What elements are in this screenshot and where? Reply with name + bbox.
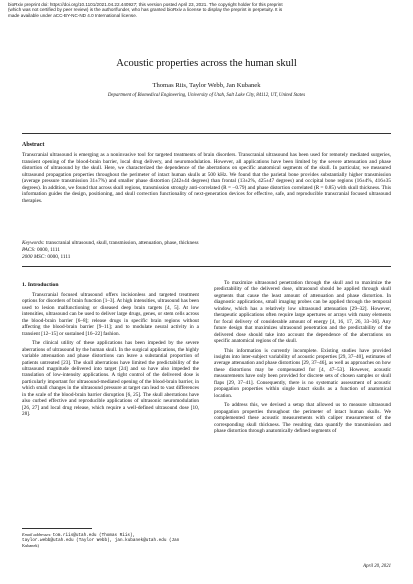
msc-value: 0000, 1111 bbox=[47, 254, 71, 260]
footnote-line-3: Kubanek) bbox=[22, 543, 39, 549]
preprint-banner bbox=[8, 2, 308, 18]
msc-label: 2000 MSC: bbox=[22, 254, 47, 260]
banner-line-3: made available under aCC-BY-NC-ND 4.0 International license. bbox=[8, 12, 138, 18]
abstract-heading: Abstract bbox=[22, 142, 45, 148]
paper-title: Acoustic properties across the human skull bbox=[116, 58, 297, 69]
affiliation: Department of Biomedical Engineering, University of Utah, Salt Lake City, 84112, UT, United States bbox=[107, 93, 306, 98]
msc-line bbox=[22, 254, 391, 260]
author-list: Thomas Riis, Taylor Webb, Jan Kubanek bbox=[152, 82, 261, 89]
banner-line-2: (which was not certified by peer review) is the author/funder, who has granted bioRxiv a license to display the preprint in perpetuity. It is bbox=[8, 7, 283, 13]
footnote-email-2[interactable]: taylor.webb@utah.edu (Taylor Webb), jan.kubanek@utah.edu (Jan bbox=[22, 538, 180, 544]
pacs-line bbox=[22, 247, 391, 253]
paragraph: The clinical utility of these applications has been impeded by the severe aberrations of ultrasound by the human skull. In the surgical applications, the highly variable attenuation and phase distortions can leave a substantial proportion of patients untreated [23]. The skull aberrations have limited the predictability of the ultrasound magnitude delivered into target [24] and so have also impeded the translation of low-intensity applications. A tight control of the delivered dose is particularly important for ultrasound-mediated opening of the blood-brain barrier, in which small changes in the ultrasound pressure at target can lead to vast differences in the scale of the blood-brain barrier disruption [6, 25]. The skull aberrations have also curbed effective and reproducible applications of ultrasonic neuromodulation [26, 27] and local drug release, which require a well-defined ultrasound dose [10, 28]. bbox=[22, 340, 199, 418]
top-rule bbox=[22, 133, 391, 134]
paragraph: Transcranial focused ultrasound offers incisionless and targeted treatment options for disorders of brain function [1–3]. At high intensities, ultrasound has been used to lesion malfunctioning or diseased deep brain targets [4, 5]. At low intensities, ultrasound can be used to deliver large drugs, genes, or stem cells across the blood-brain barrier [6–8]; release drugs in specific brain regions without affecting the blood-brain barrier [9–11]; and to modulate neural activity in a transient [12–15] or sustained [16–22] fashion. bbox=[22, 292, 199, 337]
bottom-rule bbox=[22, 266, 391, 267]
footnote-email-1[interactable]: tom.riis@utah.edu (Thomas Riis), bbox=[52, 533, 136, 538]
keywords-value: transcranial ultrasound, skull, transmission, attenuation, phase, thickness bbox=[45, 240, 199, 246]
paragraph: To address this, we devised a setup that allowed us to measure ultrasound propagation properties throughout the perimeter of intact human skulls. We complemented these acoustic measurements with caliper measurement of the corresponding skull thickness. The resulting data quantify the transmission and phase distortion through anatomically defined segments of bbox=[214, 402, 391, 434]
pacs-label: PACS: bbox=[22, 247, 36, 253]
right-column bbox=[214, 280, 391, 434]
pacs-value: 0000, 1111 bbox=[36, 247, 60, 253]
keywords-label: Keywords: bbox=[22, 240, 45, 246]
left-column bbox=[22, 292, 199, 418]
abstract-text: Transcranial ultrasound is emerging as a noninvasive tool for targeted treatments of brain disorders. Transcranial ultrasound has been used for remotely mediated surgeries, transient opening of the blood-brain barrier, local drug delivery, and neuromodulation. However, all applications have been limited by the severe attenuation and phase distortion of ultrasound by the skull. Here, we characterized the dependence of the aberrations on specific anatomical segments of the skull. In particular, we measured ultrasound propagation properties throughout the perimeter of intact human skulls at 500 kHz. We found that the parietal bone provides substantially higher transmission (average pressure transmission 31±7%) and smaller phase distortion (242±44 degrees) than frontal (13±2%, 425±47 degrees) and occipital bone regions (16±4%, 416±35 degrees). In addition, we found that across skull regions, transmission strongly anti-correlated (R = −0.79) and phase distortion correlated (R = 0.85) with skull thickness. This information guides the design, positioning, and skull correction functionality of next-generation devices for effective, safe, and reproducible transcranial focused ultrasound therapies. bbox=[22, 152, 391, 204]
footnote-rule bbox=[22, 528, 92, 529]
footnote bbox=[22, 532, 199, 549]
section-heading: 1. Introduction bbox=[22, 282, 59, 288]
paragraph: To maximize ultrasound penetration through the skull and to maximize the predictability of the delivered dose, ultrasound should be applied through skull segments that cause the least amount of attenuation and phase distortion. In diagnostic applications, small imaging probes can be applied through the temporal window, which has a relatively low ultrasound attenuation [29–32]. However, therapeutic applications often require large apertures or arrays with many elements for focal delivery of considerable amount of energy [4, 16, 17, 26, 33–36]. Any future design that maximizes ultrasound penetration and the predictability of the delivered dose should take into account the dependence of the aberrations on specific anatomical regions of the skull. bbox=[214, 280, 391, 345]
keywords-line bbox=[22, 240, 391, 246]
page-date: April 20, 2021 bbox=[363, 564, 391, 569]
banner-line-1: bioRxiv preprint doi: https://doi.org/10.1101/2021.04.22.440927; this version posted April 23, 2021. The copyright holder for this preprint bbox=[8, 2, 283, 7]
footnote-label: Email addresses: bbox=[22, 532, 52, 537]
paragraph: This information is currently incomplete. Existing studies have provided insights into inter-subject variability of acoustic properties [29, 37–40], estimates of average attenuation and phase distortions [29, 37–46], as well as approaches on how these distortions may be compensated for [4, 47–53]. However, acoustic measurements have only been provided for discrete sets of chosen samples or skull flaps [29, 37–41]. Consequently, there is no systematic assessment of acoustic propagation properties within single intact skulls as a function of anatomical location. bbox=[214, 347, 391, 399]
